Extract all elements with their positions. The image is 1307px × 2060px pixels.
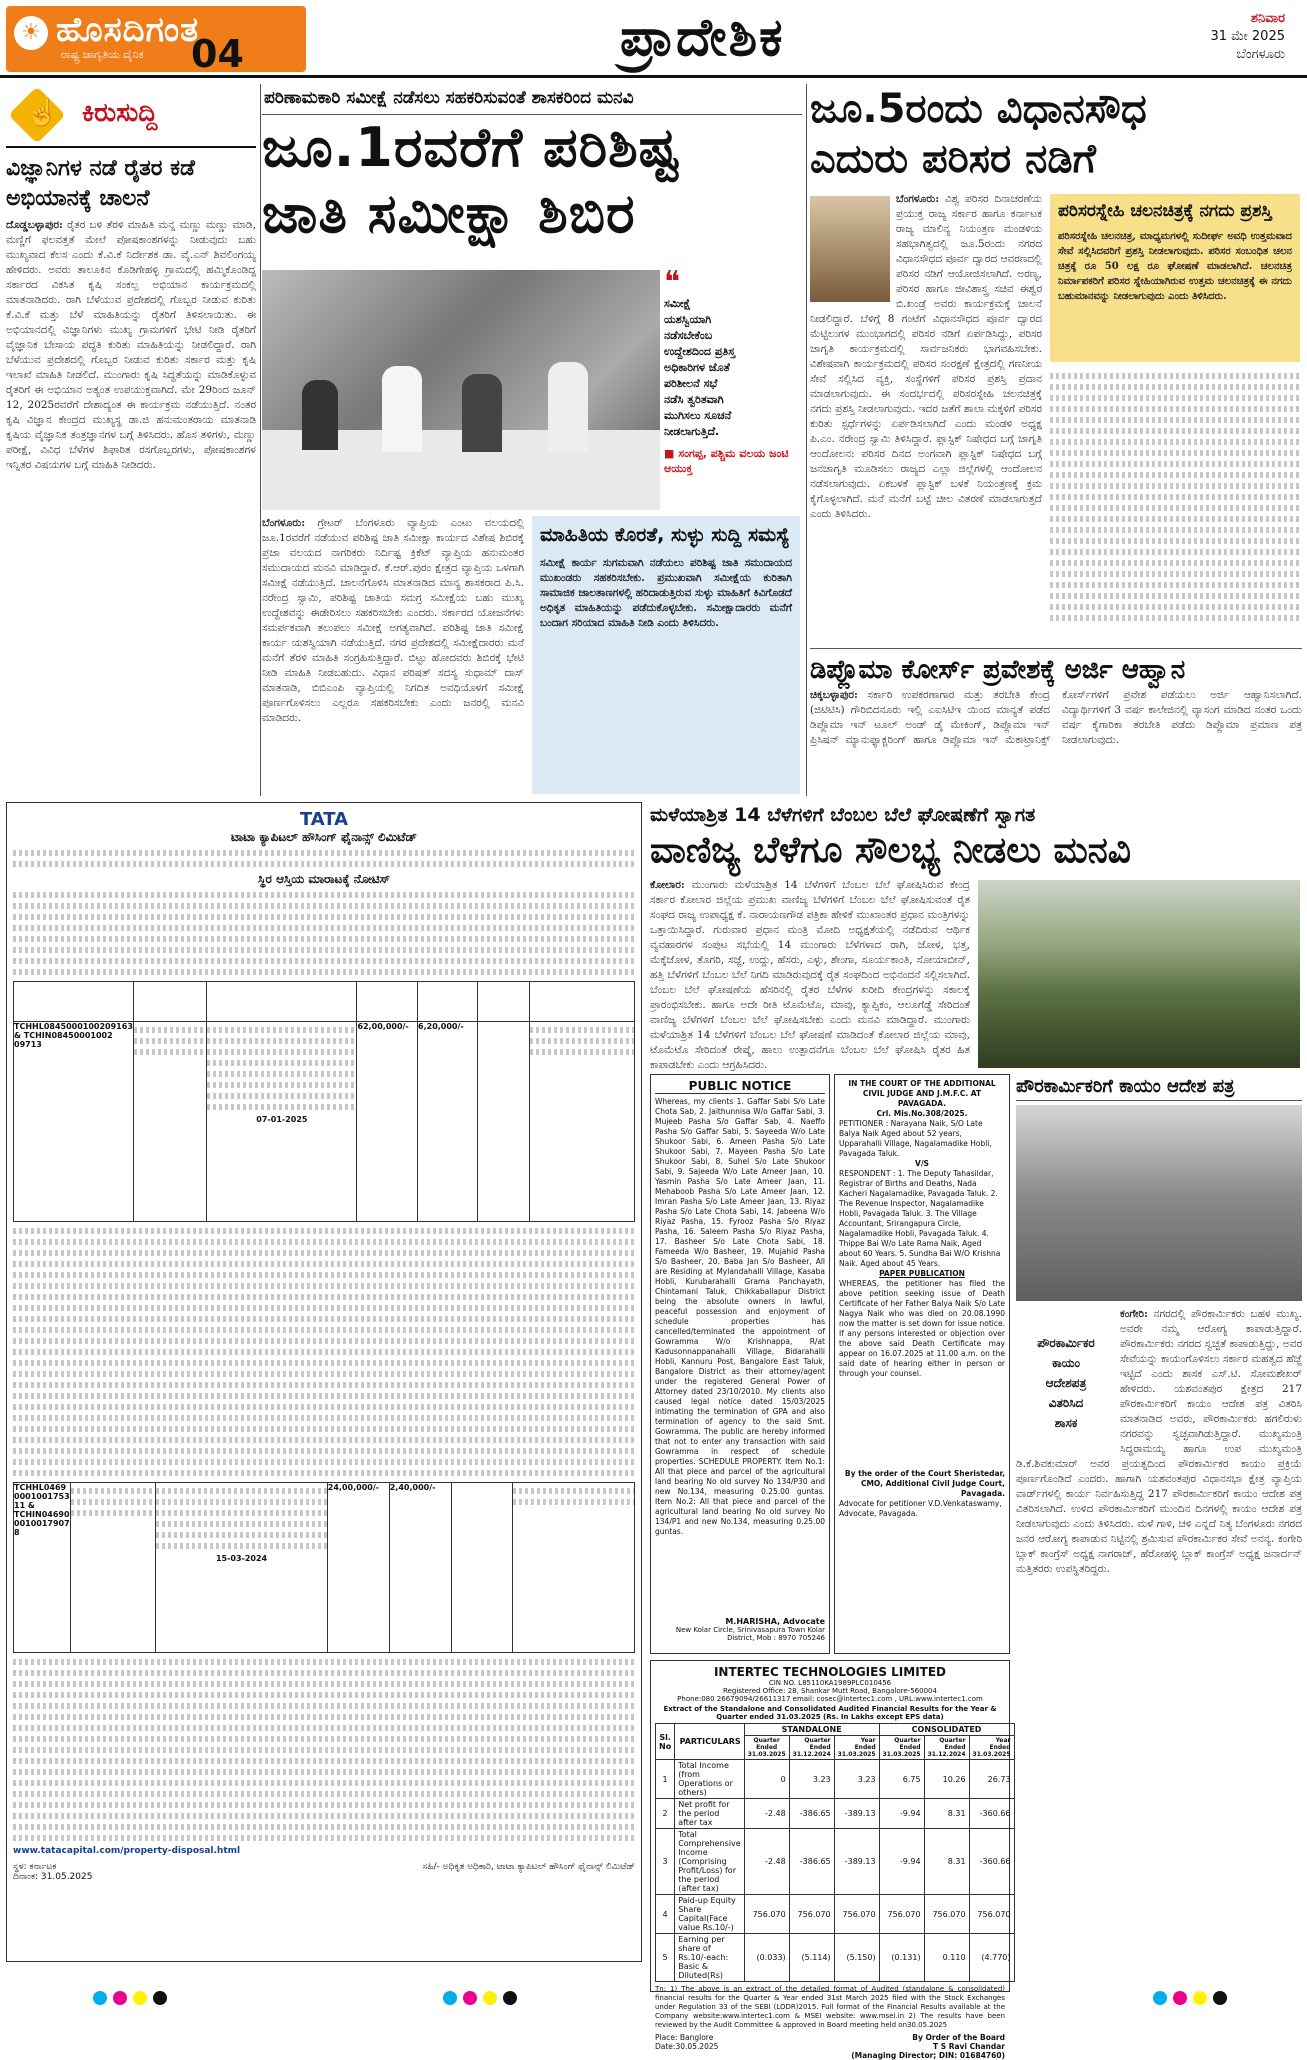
info-box-title: ಮಾಹಿತಿಯ ಕೊರತೆ, ಸುಳ್ಳು ಸುದ್ದಿ ಸಮಸ್ಯೆ — [540, 524, 790, 546]
quote-attribution: ■ ಸಂಗಪ್ಪ, ಪಶ್ಚಿಮ ವಲಯ ಜಂಟಿ ಆಯುಕ್ತ — [664, 447, 789, 475]
intertec-results-ad — [650, 1660, 1011, 2060]
tata-date: ದಿನಾಂಕ: 31.05.2025 — [13, 1872, 93, 1882]
row-value: -2.48 — [744, 1799, 789, 1829]
tata-property-table-2 — [13, 1482, 635, 1653]
sub-col: Quarter Ended 31.12.2024 — [789, 1736, 834, 1760]
pourakarmika-dateline: ಕಂಗೇರಿ: — [1120, 1308, 1148, 1320]
sub-col: Year Ended 31.03.2025 — [969, 1736, 1014, 1760]
newspaper-logo — [6, 6, 306, 76]
pourakarmika-body: ನಗರದಲ್ಲಿ ಪೌರಕಾರ್ಮಿಕರು ಬಹಳ ಮುಖ್ಯ. ಅವರೇ ನಮ್ಮ ಆರೋಗ್ಯ ಕಾಪಾಡುತ್ತಿದ್ದಾರೆ. ಪೌರಕಾರ್ಮಿಕರು ನಗರದ ಸ್ವಚ್ಛತೆ ಕಾಪಾಡುತ್ತಿದ್ದು, ಅವರ ಸೇವೆಯನ್ನು ಕಾಯಂಗೊಳಿಸಲು ಸರ್ಕಾರ ಮಹತ್ವದ ಹೆಜ್ಜೆ ಇಟ್ಟಿದೆ ಎಂದು ಶಾಸಕ ಎಸ್.ಟಿ. ಸೋಮಶೇಖರ್ ಹೇಳಿದರು. ಯಶವಂತಪುರ ಕ್ಷೇತ್ರದ 217 ಪೌರಕಾರ್ಮಿಕರಿಗೆ ಕಾಯಂ ಆದೇಶ ಪತ್ರ ವಿತರಿಸಿ ಮಾತನಾಡಿದ ಅವರು, ಪೌರಕಾರ್ಮಿಕರು ಹಗಲಿರುಳು ನಗರವನ್ನು ಸ್ವಚ್ಛವಾಗಿಡುತ್ತಿದ್ದಾರೆ. ಮುಖ್ಯಮಂತ್ರಿ ಸಿದ್ದರಾಮಯ್ಯ ಹಾಗೂ ಉಪ ಮುಖ್ಯಮಂತ್ರಿ ಡಿ.ಕೆ.ಶಿವಕುಮಾರ್ ಅವರ ಪ್ರಯತ್ನದಿಂದ ಪೌರಕಾರ್ಮಿಕರ ಕಾಯಂ ಪ್ರಕ್ರಿಯೆ ಪೂರ್ಣಗೊಂಡಿದೆ ಎಂದರು. ಹಾಗಾಗಿ ಯಶವಂತಪುರ ವಿಧಾನಸಭಾ ಕ್ಷೇತ್ರ ವ್ಯಾಪ್ತಿಯ ವಾರ್ಡ್‌ಗಳಲ್ಲಿ ಕಾರ್ಯ ನಿರ್ವಹಿಸುತ್ತಿದ್ದ 217 ಪೌರಕಾರ್ಮಿಕರಿಗೆ ಕಾಯಂ ಆದೇಶ ಪತ್ರ ವಿತರಿಸಲಾಗಿದೆ. ಉಳಿದ ಪೌರಕಾರ್ಮಿಕರಿಗೆ ಮುಂದಿನ ದಿನಗಳಲ್ಲಿ ಕಾಯಂ ಆದೇಶ ಪತ್ರ ನೀಡಲಾಗುವುದು ಎಂದು ತಿಳಿಸಿದರು. ಮಳೆ ಗಾಳಿ, ಚಳಿ ಎನ್ನದೆ ನಿತ್ಯ ಬೆಂಗಳೂರು ನಗರದ ಜನರ ಆರೋಗ್ಯ ಕಾಪಾಡುವ ನಿಟ್ಟಿನಲ್ಲಿ ಶ್ರಮಿಸುವ ಪೌರಕಾರ್ಮಿಕರ ಸೇವೆ ಅನನ್ಯ. ಕಂಗೇರಿ ಬ್ಲಾಕ್ ಕಾಂಗ್ರೆಸ್ ಅಧ್ಯಕ್ಷ ನಾಗರಾಜ್, ಹೆರೋಹಳ್ಳಿ ಬ್ಲಾಕ್ ಕಾಂಗ್ರೆಸ್ ಅಧ್ಯಕ್ಷ ಜನಾರ್ದನ್ ಮತ್ತಿತರರು ಉಪಸ್ಥಿತರಿದ್ದರು. — [1016, 1308, 1302, 1575]
row-value: 3.23 — [789, 1760, 834, 1799]
env-body-continued — [1050, 368, 1300, 642]
side-caption-line: ಶಾಸಕ — [1054, 1416, 1078, 1430]
pourakarmika-photo — [1016, 1105, 1302, 1301]
quote-line: ಪರಿಶೀಲನೆ ಸಭೆ — [664, 377, 718, 390]
tata-logo: TATA — [299, 809, 349, 830]
row-value: -386.65 — [789, 1829, 834, 1895]
results-row — [656, 1799, 1015, 1829]
public-notice-title: PUBLIC NOTICE — [655, 1079, 825, 1094]
row-value: 0 — [744, 1760, 789, 1799]
results-row — [656, 1829, 1015, 1895]
diploma-body: ಸರ್ಕಾರಿ ಉಪಕರಣಾಗಾರ ಮತ್ತು ತರಬೇತಿ ಕೇಂದ್ರ (ಜಿಟಿಟಿಸಿ) ಗೌರಿಬಿದನೂರು ಇಲ್ಲಿ ಎಐಸಿಟಿಇ ಯಿಂದ ಮಾನ್ಯತೆ ಪಡೆದ ಡಿಪ್ಲೊಮಾ ಇನ್ ಟೂಲ್ ಅಂಡ್ ಡೈ ಮೇಕಿಂಗ್, ಡಿಪ್ಲೊಮಾ ಇನ್ ಪ್ರಿಸಿಷನ್ ಮ್ಯಾನುಫ್ಯಾಕ್ಚರಿಂಗ್ ಹಾಗೂ ಡಿಪ್ಲೊಮಾ ಇನ್ ಮೆಕಾಟ್ರಾನಿಕ್ಸ್ ಕೋರ್ಸ್‌ಗಳಿಗೆ ಪ್ರವೇಶ ಪಡೆಯಲು ಅರ್ಜಿ ಆಹ್ವಾನಿಸಲಾಗಿದೆ. ವಿದ್ಯಾರ್ಥಿಗಳಿಗೆ 3 ವರ್ಷ ಕಾಲೇಜಿನಲ್ಲಿ ವ್ಯಾಸಂಗ ಮಾಡಿದ ನಂತರ ಒಂದು ವರ್ಷ ಕೈಗಾರಿಕಾ ತರಬೇತಿ ಪಡೆದು ಡಿಪ್ಲೊಮಾ ಪ್ರಮಾಣ ಪತ್ರ ನೀಡಲಾಗುವುದು. — [810, 689, 1302, 746]
tata-place: ಸ್ಥಳ: ಕರ್ನಾಟಕ — [13, 1862, 57, 1872]
intertec-address: Registered Office: 28, Shankar Mutt Road, Bangalore-560004 — [723, 1687, 937, 1695]
lead-info-box — [532, 516, 800, 794]
sub-col: Quarter Ended 31.03.2025 — [879, 1736, 924, 1760]
row-number: 4 — [656, 1895, 675, 1934]
intertec-contact: Phone:080 26679094/26611317 email: cosec@intertec1.com , URL:www.intertec1.com — [677, 1695, 983, 1703]
public-notice-signature: M.HARISHA, Advocate — [725, 1617, 825, 1626]
row-value: 756.070 — [789, 1895, 834, 1934]
day-label: ಶನಿವಾರ — [1250, 11, 1285, 26]
row-value: 756.070 — [879, 1895, 924, 1934]
row-value: (5.150) — [834, 1934, 879, 1982]
crop-dateline: ಕೋಲಾರ: — [650, 879, 685, 891]
row-value: 756.070 — [744, 1895, 789, 1934]
quote-mark-icon: ❝ — [664, 265, 681, 300]
side-caption-line: ವಿತರಿಸಿದ — [1048, 1396, 1084, 1410]
quote-line: ಮುಗಿಸಲು ಸೂಚನೆ — [664, 409, 732, 422]
lead-photo — [262, 270, 660, 510]
row-value: 756.070 — [969, 1895, 1014, 1934]
row-number: 3 — [656, 1829, 675, 1895]
env-award-box — [1050, 194, 1300, 362]
sub-col: Year Ended 31.03.2025 — [834, 1736, 879, 1760]
kirusuddi-headline: ವಿಜ್ಞಾನಿಗಳ ನಡೆ ರೈತರ ಕಡೆ ಅಭಿಯಾನಕ್ಕೆ ಚಾಲನೆ — [6, 156, 195, 211]
logo-emblem-icon: ☀ — [14, 16, 48, 50]
public-notice-address: New Kolar Circle, Srinivasapura Town Kolar District, Mob : 8970 705246 — [675, 1626, 825, 1642]
row-value: -9.94 — [879, 1799, 924, 1829]
award-box-body: ಪರಿಸರಸ್ನೇಹಿ ಚಲನಚಿತ್ರ, ಮಾಧ್ಯಮಗಳಲ್ಲಿ ಸುದೀರ್ಘ ಅವಧಿ ಉತ್ತಮವಾದ ಸೇವೆ ಸಲ್ಲಿಸಿದವರಿಗೆ ಪ್ರಶಸ್ತಿ ನೀಡಲಾಗುವುದು. ಪರಿಸರ ಸಂಬಂಧಿತ ಚಲನ ಚಿತ್ರಕ್ಕೆ ರೂ 50 ಲಕ್ಷ ರೂ ಘೋಷಣೆ ಮಾಡಲಾಗಿದೆ. ಚಲನಚಿತ್ರ ನಿರ್ಮಾಪಕರಿಗೆ ಪರಿಸರ ಸ್ನೇಹಿಯಾಗಿರುವ ಉತ್ತಮ ಚಲನಚಿತ್ರಕ್ಕೆ ಈ ನಗದು ಬಹುಮಾನವನ್ನು ನೀಡಲಾಗುವುದು ಎಂದು ತಿಳಿಸಿದರು. — [1058, 231, 1292, 302]
public-notice-body: Whereas, my clients 1. Gaffar Sabi S/o Late Chota Sab, 2. Jaithunnisa W/o Gaffar Sabi, 3. Mujeeb Pasha S/o Gaffar Sab, 4. Naeffo Pasha S/o Gaffar Sabi, 5. Sayeeda W/o Late Shukoor Sabi, 6. Ameen Pasha S/o Late Shukoor Sabi, 7. Mayeen Pasha S/o Late Shukoor Sabi, 8. Suhel S/o Late Shukoor Sabi, 9. Sajeeda W/o Late Ameer Jaan, 10. Yasmin Pasha S/o Late Ameer Jaan, 11. Mehaboob Pasha S/o Late Ameer Jaan, 12. Imran Pasha S/o Late Ameer Jaan, 13. Riyaz Pasha S/o Late Chota Sabi, 14. Jabeena W/o Riyaz Pasha, 15. Fyrooz Pasha S/o Riyaz Pasha, 16. Saleem Pasha S/o Riyaz Pasha, 17. Basheer S/o Late Chota Sabi, 18. Fameeda W/o Basheer, 19. Mujahid Pasha S/o Basheer, 20. Baba Jan S/o Basheer, All are Residing at Mylandahalli Village, Kasaba Hobli, Kurubarahalli Grama Panchayath, Chintamani Taluk, Chikkaballapur District being the absolute owners in lawful, peaceful possession and enjoyment of schedule properties has cancelled/terminated the appointment of Gowramma W/o Krishnappa, R/at Kadusonnappanahalli Village, Bidarahalli Hobli, Kannuru Post, Bangalore East Taluk, Bangalore District as their attorney/agent under the registered General Power of Attorney dated 23/10/2010. My clients also caused legal notice dated 15/03/2025 intimating the termination of GPA and also termination of agency to the said Smt. Gowramma. The public are hereby informed that not to enter any transaction with said Gowramma in respect of schedule properties. SCHEDULE PROPERTY. Item No.1: All that piece and parcel of the agricultural land bearing No old survey No 134/P30 and new No.134, measuring 0.25.00 guntas. Item No.2: All that piece and parcel of the agricultural land bearing No old survey No 134/P1 and new No.134, measuring 0.25.00 guntas. — [655, 1097, 825, 1536]
print-registration-marks — [440, 1990, 520, 2009]
sub-col: Quarter Ended 31.12.2024 — [924, 1736, 969, 1760]
lead-headline-line-1: ಜೂ.1ರವರೆಗೆ ಪರಿಶಿಷ್ಟ — [262, 116, 681, 179]
kirusuddi-column — [6, 84, 256, 796]
print-registration-marks — [1150, 1990, 1230, 2009]
tata-capital-legal-notice — [6, 802, 642, 1962]
row-value: 756.070 — [924, 1895, 969, 1934]
demand-date-1: 07-01-2025 — [256, 1115, 308, 1124]
pourakarmika-side-caption — [1016, 1333, 1116, 1433]
row-value: (4.770) — [969, 1934, 1014, 1982]
intertec-notes: Tn: 1) The above is an extract of the detailed format of Audited (standalone & consolidated) financial results for the Quarter & Year ended 31st March 2025 filed with the Stock Exchanges under Regulation 33 of the SEBI (LODR)2015. Full format of the Financial Results available at the Company website:www.intertec1.com & MSEI website: www.msei.in 2) The results have been reviewed by the Audit Committee & approved in Board meeting held on30.05.2025 — [655, 1985, 1005, 2029]
row-label: Net profit for the period after tax — [675, 1799, 745, 1829]
row-value: 8.31 — [924, 1799, 969, 1829]
date-label: 31 ಮೇ 2025 — [1210, 29, 1285, 44]
demand-date-2: 15-03-2024 — [215, 1554, 268, 1563]
row-label: Total Comprehensive Income (Comprising Profit/Loss) for the period (after tax) — [675, 1829, 745, 1895]
results-row — [656, 1895, 1015, 1934]
row-number: 2 — [656, 1799, 675, 1829]
intertec-extract-heading: Extract of the Standalone and Consolidated Audited Financial Results for the Year & Quarter ended 31.03.2025 (Rs. In Lakhs except EPS data) — [663, 1705, 997, 1721]
quote-line: ಅಧಿಕಾರಿಗಳ ಜೊತೆ — [664, 361, 730, 374]
city-label: ಬೆಂಗಳೂರು — [1236, 47, 1285, 62]
row-value: -360.66 — [969, 1799, 1014, 1829]
row-value: 756.070 — [834, 1895, 879, 1934]
row-value: -360.66 — [969, 1829, 1014, 1895]
environment-walk-story — [810, 84, 1302, 644]
quote-line: ನಡೆಸಬೇಕೆಂಬ — [664, 329, 713, 342]
row-number: 1 — [656, 1760, 675, 1799]
results-row — [656, 1760, 1015, 1799]
court-body: WHEREAS, the petitioner has filed the above petition seeking issue of Death Certificate of her Father Balya Naik S/o Late Nagya Naik who was died on 20.08.1990 now the matter is set down for issue notice. If any persons interested or objection over the above said Death Certificate may appear on 16.07.2025 at 11.00 a.m. on the said date of hearing either in person or through your counsel. — [839, 1279, 1005, 1378]
court-signoff: By the order of the Court Sheristedar, CMO, Additional Civil Judge Court, Pavagada. — [844, 1469, 1005, 1498]
intertec-place: Place: Banglore — [655, 2033, 714, 2042]
row-value: 8.31 — [924, 1829, 969, 1895]
quote-line: ಉದ್ದೇಶದಿಂದ ಪ್ರತಿಸ್ತ — [664, 345, 735, 358]
court-publication-label: PAPER PUBLICATION — [879, 1269, 965, 1278]
section-title: ಪ್ರಾದೇಶಿಕ — [620, 8, 785, 68]
row-value: -2.48 — [744, 1829, 789, 1895]
row-value: (0.131) — [879, 1934, 924, 1982]
col-standalone: STANDALONE — [744, 1724, 879, 1736]
diploma-dateline: ಚಿಕ್ಕಬಳ್ಳಾಪುರ: — [810, 689, 858, 701]
court-petitioner: PETITIONER : Narayana Naik, S/O Late Balya Naik Aged about 52 years, Upparahalli Village, Nagalamadike Hobli, Pavagada Taluk. — [839, 1119, 992, 1158]
lead-quote-box — [664, 265, 800, 510]
row-label: Total Income (from Operations or others) — [675, 1760, 745, 1799]
row-label: Paid-up Equity Share Capital(Face value Rs.10/-) — [675, 1895, 745, 1934]
row-value: 10.26 — [924, 1760, 969, 1799]
masthead — [0, 0, 1307, 78]
col-consolidated: CONSOLIDATED — [879, 1724, 1014, 1736]
intertec-title: INTERTEC TECHNOLOGIES LIMITED — [713, 1665, 947, 1679]
row-value: (5.114) — [789, 1934, 834, 1982]
lead-body: ಗ್ರೇಟರ್ ಬೆಂಗಳೂರು ವ್ಯಾಪ್ತಿಯ ಎಂಟು ವಲಯದಲ್ಲಿ ಜೂ.1ರವರೆಗೆ ನಡೆಯುವ ಪರಿಶಿಷ್ಟ ಜಾತಿ ಸಮೀಕ್ಷಾ ಕಾರ್ಯದ ವಿಶೇಷ ಶಿಬಿರಕ್ಕೆ ಪ್ರಜಾ ವಲಯದ ನಾಗರಿಕರು ನಿರ್ದಿಷ್ಟ ಕ್ರಿಕೆಟ್ ವ್ಯಾಪ್ತಿಯ ಹನುಮಂತರ ಸಮುದಾಯದ ಮನವಿ ಮಾಡಿದ್ದಾರೆ. ಕೆ.ಆರ್.ಪುರಂ ಕ್ಷೇತ್ರದ ವ್ಯಾಪ್ತಿಯ ಒಳಗಾಗಿ ಸಮೀಕ್ಷೆ ನಡೆಯುತ್ತಿದೆ. ಚಾಲನೆಗೊಳಿಸಿ ಮಾತನಾಡಿದ ಮಾನ್ಯ ಶಾಸಕರಾದ ಪಿ.ಸಿ. ನರೇಂದ್ರ ಸ್ವಾಮಿ, ಪರಿಶಿಷ್ಟ ಜಾತಿಯ ಸಮಗ್ರ ಸಮೀಕ್ಷೆಯ ಬಹು ಮುಖ್ಯ ಉದ್ದೇಶವನ್ನು ಈಡೇರಿಸಲು ಸಹಕರಿಸಬೇಕು ಎಂದರು. ಸರ್ಕಾರದ ಯೋಜನೆಗಳು ಸಮರ್ಪಕವಾಗಿ ತಲುಪಲು ಸಮೀಕ್ಷೆ ಅಗತ್ಯವಾಗಿದೆ. ಪರಿಶಿಷ್ಟ ಜಾತಿ ಸಮೀಕ್ಷೆ ಕಾರ್ಯ ಯಶಸ್ವಿಯಾಗಿ ನಡೆಯುತ್ತಿದೆ. ನಗರ ಪ್ರದೇಶದಲ್ಲಿ ಸಮೀಕ್ಷೆದಾರರು ಮನೆ ಮನೆಗೆ ತೆರಳಿ ಮಾಹಿತಿ ಸಂಗ್ರಹಿಸುತ್ತಿದ್ದಾರೆ. ಬಿಟ್ಟು ಹೋದವರು ಶಿಬಿರಕ್ಕೆ ಭೇಟಿ ನೀಡಿ ಮಾಹಿತಿ ನೀಡಬಹುದು. ವಿಧಾನ ಪರಿಷತ್ ಸದಸ್ಯ ಸುಧಾಮ್ ದಾಸ್ ಮಾತನಾಡಿ, ಬಿಬಿಎಂಪಿ ವ್ಯಾಪ್ತಿಯಲ್ಲಿ ನಿಗದಿತ ಅವಧಿಯೊಳಗೆ ಸಮೀಕ್ಷೆ ಪೂರ್ಣಗೊಳಿಸಲು ಎಲ್ಲರೂ ಸಹಕರಿಸಬೇಕು ಎಂದು ಜನರಲ್ಲಿ ಮನವಿ ಮಾಡಿದರು. — [262, 517, 525, 724]
pourakarmika-story — [1016, 1074, 1302, 2004]
row-value: -9.94 — [879, 1829, 924, 1895]
env-headline-line-2: ಎದುರು ಪರಿಸರ ನಡಿಗೆ — [810, 136, 1096, 182]
emd-2: 2,40,000/- — [389, 1483, 451, 1653]
print-registration-marks — [90, 1990, 170, 2009]
court-case-number: Crl. Mis.No.308/2025. — [876, 1109, 968, 1118]
intertec-signoff-2: T S Ravi Chandar — [932, 2042, 1005, 2051]
row-value: 6.75 — [879, 1760, 924, 1799]
quote-line: ನಡೆಸಿ ತ್ವರಿತವಾಗಿ — [664, 393, 724, 406]
diploma-headline: ಡಿಪ್ಲೊಮಾ ಕೋರ್ಸ್ ಪ್ರವೇಶಕ್ಕೆ ಅರ್ಜಿ ಆಹ್ವಾನ — [810, 655, 1186, 685]
crop-kicker: ಮಳೆಯಾಶ್ರಿತ 14 ಬೆಳೆಗಳಿಗೆ ಬೆಂಬಲ ಬೆಲೆ ಘೋಷಣೆಗೆ ಸ್ವಾಗತ — [650, 804, 1036, 826]
tata-website-link[interactable]: www.tatacapital.com/property-disposal.html — [13, 1846, 241, 1856]
kirusuddi-label: ಕಿರುಸುದ್ದಿ — [82, 98, 158, 128]
kirusuddi-banner — [6, 84, 256, 148]
side-caption-line: ಕಾಯಂ — [1052, 1356, 1080, 1370]
lead-kicker: ಪರಿಣಾಮಕಾರಿ ಸಮೀಕ್ಷೆ ನಡೆಸಲು ಸಹಕರಿಸುವಂತೆ ಶಾಸಕರಿಂದ ಮನವಿ — [262, 84, 802, 115]
tata-company-name: ಟಾಟಾ ಕ್ಯಾಪಿಟಲ್ ಹೌಸಿಂಗ್ ಫೈನಾನ್ಸ್ ಲಿಮಿಟೆಡ್ — [230, 830, 418, 844]
intertec-date: Date:30.05.2025 — [655, 2042, 719, 2051]
col-particulars: PARTICULARS — [675, 1724, 745, 1760]
env-dateline: ಬೆಂಗಳೂರು: — [896, 193, 940, 205]
row-value: (0.033) — [744, 1934, 789, 1982]
kirusuddi-body: ರೈತರ ಬಳಿ ತೆರಳಿ ಮಾಹಿತಿ ಮನ್ನ ಮಣ್ಣು ಮಣ್ಣು ಮಾಡಿ, ಮಣ್ಣಿಗೆ ಫಲವತ್ತತೆ ಮೇಲೆ ಪೋಷಕಾಂಶಗಳನ್ನು ನೀಡುವುದು ಬಹು ಮುಖ್ಯವಾದ ಕೆಲಸ ಎಂದು ಕೆ.ವಿ.ಕೆ ನಿರ್ದೇಶಕ ಡಾ. ವೈ.ಎನ್ ಶಿವಲಿಂಗಯ್ಯ ಹೇಳಿದರು. ಅವರು ತಾಲೂಕಿನ ಕೊಡಿಗೇಹಳ್ಳಿ ಗ್ರಾಮದಲ್ಲಿ ಹಮ್ಮಿಕೊಂಡಿದ್ದ ಸರ್ಕಾರದ ವಿಕಸಿತ ಕೃಷಿ ಸಂಕಲ್ಪ ಅಭಿಯಾನ ಕಾರ್ಯಕ್ರಮದಲ್ಲಿ ಮಾತನಾಡಿದರು. ರಾಗಿ ಬೆಳೆಯುವ ಪ್ರದೇಶದಲ್ಲಿ ಗೊಬ್ಬರ ನೀಡುವ ಕುರಿತು ಕೆ.ವಿ.ಕೆ ಮತ್ತು ಬೆಳೆ ಮಾಹಿತಿಯನ್ನು ರೈತರಿಗೆ ತಿಳಿಸಲಾಯಿತು. ಈ ಅಭಿಯಾನದಲ್ಲಿ ವಿಜ್ಞಾನಿಗಳು ಮುಖ್ಯ ಗ್ರಾಮಗಳಿಗೆ ಭೇಟಿ ನೀಡಿ ರೈತರಿಗೆ ವೈಜ್ಞಾನಿಕ ಬೇಸಾಯ ಪದ್ಧತಿ ಕುರಿತು ಮಾಹಿತಿಯನ್ನು ನೀಡಲಿದ್ದಾರೆ. ರಾಗಿ ಬೆಳೆಯುವ ಪ್ರದೇಶದಲ್ಲಿ ಗೊಬ್ಬರ ನೀಡುವ ಕುರಿತು ಸರ್ಕಾರ ಮತ್ತು ಕೃಷಿ ಇಲಾಖೆ ಮಾಹಿತಿ ನೀಡಲಿದೆ. ಮುಂಗಾರು ಕೃಷಿ ಸಿದ್ಧತೆಯನ್ನು ಮಾಡಿಕೊಳ್ಳುವ ರೈತರಿಗೆ ಈ ಅಭಿಯಾನ ಅತ್ಯಂತ ಉಪಯುಕ್ತವಾಗಿದೆ. ಮೇ 29ರಿಂದ ಜೂನ್ 12, 2025ರವರೆಗೆ ದೇಶಾದ್ಯಂತ ಈ ಕಾರ್ಯಕ್ರಮ ನಡೆಯುತ್ತಿದೆ. ನಂತರ ಕೃಷಿ ವಿಜ್ಞಾನ ಕೇಂದ್ರದ ಮುಖ್ಯಸ್ಥ ಡಾ.ಜಿ ಹನುಮಂತರಾಯ ಮಾತನಾಡಿ ಕೃಷಿಯ ವೈಜ್ಞಾನಿಕ ತಂತ್ರಜ್ಞಾನಗಳ ಬಗ್ಗೆ ತಿಳಿಸಿದರು. ಹೊಸ ತಳಿಗಳು, ಮಣ್ಣು ಪರೀಕ್ಷೆ, ವಿವಿಧ ಬೆಳೆಗಳ ಶಿಫಾರಿತ ರಸಗೊಬ್ಬರಗಳು, ಪೋಷಕಾಂಶಗಳ ಇನ್ನಿತರ ವಿಷಯಗಳ ಬಗ್ಗೆ ಮಾಹಿತಿ ನೀಡಿದರು. — [6, 219, 257, 471]
row-value: 0.110 — [924, 1934, 969, 1982]
paper-name: ಹೊಸದಿಗಂತ — [56, 10, 200, 50]
crop-headline: ವಾಣಿಜ್ಯ ಬೆಳೆಗೂ ಸೌಲಭ್ಯ ನೀಡಲು ಮನವಿ — [650, 830, 1132, 871]
paper-tagline: ರಾಷ್ಟ್ರ ಜಾಗೃತಿಯ ದೈನಿಕ — [61, 48, 144, 61]
tata-property-table — [13, 981, 635, 1222]
lead-story — [262, 84, 802, 796]
crop-body: ಮುಂಗಾರು ಮಳೆಯಾಶ್ರಿತ 14 ಬೆಳೆಗಳಿಗೆ ಬೆಂಬಲ ಬೆಲೆ ಘೋಷಿಸಿರುವ ಕೇಂದ್ರ ಸರ್ಕಾರ ಕೋಲಾರ ಜಿಲ್ಲೆಯ ಪ್ರಮುಖ ವಾಣಿಜ್ಯ ಬೆಳೆಗಳಿಗೆ ಬೆಂಬಲ ಬೆಲೆ ಘೋಷಿಸುವಂತೆ ರೈತ ಸಂಘದ ರಾಜ್ಯ ಉಪಾಧ್ಯಕ್ಷ ಕೆ. ನಾರಾಯಣಗೌಡ ಪತ್ರಿಕಾ ಹೇಳಿಕೆ ಮುಖಾಂತರ ಪ್ರಧಾನ ಮಂತ್ರಿಗಳನ್ನು ಒತ್ತಾಯಿಸಿದ್ದಾರೆ. ಗುರುವಾರ ಪ್ರಧಾನ ಮಂತ್ರಿ ಮೋದಿ ಅಧ್ಯಕ್ಷತೆಯಲ್ಲಿ ನಡೆದಿರುವ ಆರ್ಥಿಕ ವ್ಯವಹಾರಗಳ ಸಂಪುಟ ಸಭೆಯಲ್ಲಿ 14 ಮುಂಗಾರು ಬೆಳೆಗಳಾದ ರಾಗಿ, ಜೋಳ, ಭತ್ತ, ಮೆಕ್ಕೆಜೋಳ, ತೊಗರಿ, ಸಜ್ಜೆ, ಉದ್ದು, ಹೆಸರು, ಎಳ್ಳು, ಶೇಂಗಾ, ಸೂರ್ಯಕಾಂತಿ, ಸೋಯಾಬೀನ್, ಹತ್ತಿ ಬೆಳೆಗಳಿಗೆ ಬೆಂಬಲ ಬೆಲೆ ನಿಗದಿ ಮಾಡಿರುವುದಕ್ಕೆ ರೈತ ಸಂಘದಿಂದ ಅಭಿನಂದನೆ ಸಲ್ಲಿಸಲಾಗಿದೆ. ಬೆಂಬಲ ಬೆಲೆ ಘೋಷಣೆಯ ಹೆಸರಿನಲ್ಲಿ ರೈತರ ಬೆಳೆಗಳ ಖರೀದಿ ಕೇಂದ್ರಗಳನ್ನು ಸಕಾಲಕ್ಕೆ ಪ್ರಾರಂಭಿಸಬೇಕು. ಹಾಗೂ ಅದೇ ರೀತಿ ಟೊಮೆಟೊ, ಮಾವು, ಕ್ಯಾಪ್ಸಿಕಂ, ಆಲೂಗೆಡ್ಡೆ ಸೇರಿದಂತೆ ವಾಣಿಜ್ಯ ಬೆಳೆಗಳಿಗೆ ಬೆಂಬಲ ಬೆಲೆ ಘೋಷಿಸಬೇಕು ಎಂದು ಮನವಿ ಮಾಡಿದ್ದಾರೆ. ಮುಂಗಾರು ಮಳೆಯಾಶ್ರಿತ 14 ಬೆಳೆಗಳಿಗೆ ಬೆಂಬಲ ಬೆಲೆ ಘೋಷಣೆ ಮಾಡಿದಂತೆ ಕೋಲಾರ ಜಿಲ್ಲೆಯ ಮಾವು, ಟೊಮೆಟೊ ಸೇರಿದಂತೆ ರೇಷ್ಮೆ, ಹಾಲು ಉತ್ಪಾದನೆಗೂ ಬೆಂಬಲ ಬೆಲೆ ಘೋಷಿಸಿ ರೈತರ ಹಿತ ಕಾಪಾಡಬೇಕು ಎಂದು ಆಗ್ರಹಿಸಿದರು. — [650, 879, 970, 1071]
minister-portrait — [810, 196, 890, 302]
env-headline-line-1: ಜೂ.5ರಂದು ವಿಧಾನಸೌಧ — [810, 86, 1147, 132]
results-row — [656, 1934, 1015, 1982]
quote-line: ಸಮೀಕ್ಷೆ — [664, 297, 691, 310]
env-body: ವಿಶ್ವ ಪರಿಸರ ದಿನಾಚರಣೆಯ ಪ್ರಯುಕ್ತ ರಾಜ್ಯ ಸರ್ಕಾರ ಹಾಗೂ ಕರ್ನಾಟಕ ರಾಜ್ಯ ಮಾಲಿನ್ಯ ನಿಯಂತ್ರಣ ಮಂಡಳಿಯ ಸಹಭಾಗಿತ್ವದಲ್ಲಿ ಜೂ.5ರಂದು ನಗರದ ವಿಧಾನಸೌಧದ ಪೂರ್ವ ದ್ವಾರದ ಆವರಣದಲ್ಲಿ ಪರಿಸರ ನಡಿಗೆ ಆಯೋಜಿಸಲಾಗಿದೆ. ಅರಣ್ಯ, ಪರಿಸರ ಹಾಗೂ ಜೀವಿಶಾಸ್ತ್ರ ಸಚಿವ ಈಶ್ವರ ಬಿ.ಖಂಡ್ರೆ ಅವರು ಕಾರ್ಯಕ್ರಮಕ್ಕೆ ಚಾಲನೆ ನೀಡಲಿದ್ದಾರೆ. ಬೆಳಿಗ್ಗೆ 8 ಗಂಟೆಗೆ ವಿಧಾನಸೌಧದ ಪೂರ್ವ ದ್ವಾರದ ಮೆಟ್ಟಿಲುಗಳ ಮುಂಭಾಗದಲ್ಲಿ ಪರಿಸರ ನಡಿಗೆ ಏರ್ಪಡಿಸಿದ್ದು, ಪರಿಸರ ಜಾಗೃತಿ ಕಾರ್ಯಕ್ರಮದಲ್ಲಿ ಸಾರ್ವಜನಿಕರು ಭಾಗವಹಿಸಬೇಕು. ವಿಶೇಷವಾಗಿ ಕಾರ್ಯಕ್ರಮದಲ್ಲಿ ಪರಿಸರ ಸಂರಕ್ಷಣೆ ಕ್ಷೇತ್ರದಲ್ಲಿ ಗಣನೀಯ ಸೇವೆ ಸಲ್ಲಿಸಿದ ವ್ಯಕ್ತಿ, ಸಂಸ್ಥೆಗಳಿಗೆ ಪರಿಸರ ಪ್ರಶಸ್ತಿ ಪ್ರದಾನ ಮಾಡಲಾಗುವುದು. ಈ ಸಂದರ್ಭದಲ್ಲಿ ಪರಿಸರಸ್ನೇಹಿ ಚಲನಚಿತ್ರಕ್ಕೆ ನಗದು ಪ್ರಶಸ್ತಿ ನೀಡಲಾಗುವುದು. ಇದರ ಜತೆಗೆ ಶಾಲಾ ಮಕ್ಕಳಿಗೆ ಪರಿಸರ ಕುರಿತು ಸ್ಪರ್ಧೆಗಳನ್ನು ಏರ್ಪಡಿಸಲಾಗಿದೆ ಎಂದು ಮಂಡಳಿ ಅಧ್ಯಕ್ಷ ಪಿ.ಎಂ. ನರೇಂದ್ರ ಸ್ವಾಮಿ ತಿಳಿಸಿದ್ದಾರೆ. ಪ್ಲಾಸ್ಟಿಕ್ ನಿಷೇಧದ ಬಗ್ಗೆ ಜಾಗೃತಿ ಆಂದೋಲನ: ಪರಿಸರ ದಿನದ ಅಂಗವಾಗಿ ಪ್ಲಾಸ್ಟಿಕ್ ನಿಷೇಧದ ಬಗ್ಗೆ ಜನಜಾಗೃತಿ ಮೂಡಿಸಲು ರಾಜ್ಯದ ಎಲ್ಲಾ ಜಿಲ್ಲೆಗಳಲ್ಲಿ ಆಂದೋಲನ ನಡೆಸಲಾಗುವುದು. ಏಕಬಳಕೆ ಪ್ಲಾಸ್ಟಿಕ್ ಬಳಕೆ ನಿಯಂತ್ರಣಕ್ಕೆ ಕ್ರಮ ಕೈಗೊಳ್ಳಲಾಗಿದೆ. ಮನೆ ಮನೆಗೆ ಬಟ್ಟೆ ಚೀಲ ವಿತರಣೆ ಮಾಡಲಾಗುತ್ತದೆ ಎಂದು ತಿಳಿಸಿದರು. — [810, 193, 1042, 520]
row-value: 26.73 — [969, 1760, 1014, 1799]
info-box-body: ಸಮೀಕ್ಷೆ ಕಾರ್ಯ ಸುಗಮವಾಗಿ ನಡೆಯಲು ಪರಿಶಿಷ್ಟ ಜಾತಿ ಸಮುದಾಯದ ಮುಖಂಡರು ಸಹಕರಿಸಬೇಕು. ಪ್ರಮುಖವಾಗಿ ಸಮೀಕ್ಷೆಯ ಕುರಿತಾಗಿ ಸಾಮಾಜಿಕ ಜಾಲತಾಣಗಳಲ್ಲಿ ಹರಿದಾಡುತ್ತಿರುವ ಸುಳ್ಳು ಮಾಹಿತಿಗೆ ಕಿವಿಗೊಡದೆ ಅಧಿಕೃತ ಮಾಹಿತಿಯನ್ನು ಪಡೆದುಕೊಳ್ಳಬೇಕು. ಸಮೀಕ್ಷಾದಾರರು ಮನೆಗೆ ಬಂದಾಗ ಸರಿಯಾದ ಮಾಹಿತಿ ನೀಡಿ ಎಂದು ತಿಳಿಸಿದರು. — [540, 557, 792, 629]
loan-account-2: TCHHL0469 0001001753 11 & TCHIN04690 0010017907 8 — [14, 1483, 71, 1653]
award-box-title: ಪರಿಸರಸ್ನೇಹಿ ಚಲನಚಿತ್ರಕ್ಕೆ ನಗದು ಪ್ರಶಸ್ತಿ — [1058, 201, 1272, 221]
page-number: 04 — [191, 32, 244, 76]
intertec-signoff-1: By Order of the Board — [912, 2033, 1005, 2042]
sub-col: Quarter Ended 31.03.2025 — [744, 1736, 789, 1760]
public-notice — [650, 1074, 830, 1654]
court-name: IN THE COURT OF THE ADDITIONAL CIVIL JUDGE AND J.M.F.C. AT PAVAGADA. — [848, 1079, 996, 1108]
reserve-price-2: 24,00,000/- — [327, 1483, 389, 1653]
row-value: -389.13 — [834, 1829, 879, 1895]
tata-notice-title: ಸ್ಥಿರ ಆಸ್ತಿಯ ಮಾರಾಟಕ್ಕೆ ನೋಟಿಸ್ — [257, 872, 391, 886]
row-value: -389.13 — [834, 1799, 879, 1829]
court-respondent: RESPONDENT : 1. The Deputy Tahasildar, Registrar of Births and Deaths, Nada Kacheri Nagalamadike, Pavagada Taluk. 2. The Revenue Inspector, Nagalamadike Hobli, Pavagada Taluk. 3. The Village Accountant, Srirangapura Circle, Nagalamadike Hobli, Pavagada Taluk. 4. Thippe Bai W/o Late Rama Naik, Aged about 60 Years. 5. Sundha Bai W/O Krishna Naik. Aged about 45 Years. — [839, 1169, 1001, 1268]
side-caption-line: ಆದೇಶಪತ್ರ — [1045, 1376, 1087, 1390]
court-notice — [834, 1074, 1010, 1654]
quote-line: ನೀಡಲಾಗುತ್ತಿದೆ. — [664, 425, 720, 438]
row-value: -386.65 — [789, 1799, 834, 1829]
emd-1: 6,20,000/- — [418, 1022, 478, 1222]
date-block — [1145, 10, 1285, 64]
pourakarmika-headline: ಪೌರಕಾರ್ಮಿಕರಿಗೆ ಕಾಯಂ ಆದೇಶ ಪತ್ರ — [1016, 1074, 1302, 1101]
crop-field-photo — [978, 880, 1300, 1068]
court-vs: V/S — [915, 1159, 929, 1168]
commercial-crop-story — [650, 802, 1302, 1070]
court-advocate: Advocate for petitioner V.D.Venkataswamy, Advocate, Pavagada. — [839, 1499, 1002, 1518]
row-number: 5 — [656, 1934, 675, 1982]
intertec-signoff-3: (Managing Director; DIN: 01684760) — [851, 2051, 1005, 2060]
row-value: 3.23 — [834, 1760, 879, 1799]
row-label: Earning per share of Rs.10/-each: Basic & Diluted(Rs) — [675, 1934, 745, 1982]
tata-signatory: ಸಹಿ/- ಅಧಿಕೃತ ಅಧಿಕಾರಿ, ಟಾಟಾ ಕ್ಯಾಪಿಟಲ್ ಹೌಸಿಂಗ್ ಫೈನಾನ್ಸ್ ಲಿಮಿಟೆಡ್ — [422, 1862, 635, 1872]
intertec-cin: CIN NO. L85110KA1989PLC010456 — [768, 1679, 892, 1687]
side-caption-line: ಪೌರಕಾರ್ಮಿಕರ — [1037, 1336, 1095, 1350]
quote-line: ಯಶಸ್ವಿಯಾಗಿ — [664, 313, 712, 326]
reserve-price-1: 62,00,000/- — [357, 1022, 418, 1222]
column-divider — [806, 84, 807, 796]
intertec-results-table — [655, 1723, 1015, 1982]
story-divider — [810, 648, 1302, 649]
col-sl-no: Sl. No — [656, 1724, 675, 1760]
diploma-story — [810, 652, 1302, 796]
loan-account-1: TCHHL0845000100209163 & TCHIN08450001002 09713 — [14, 1022, 134, 1222]
lead-dateline: ಬೆಂಗಳೂರು: — [262, 517, 306, 529]
lead-headline-line-2: ಜಾತಿ ಸಮೀಕ್ಷಾ ಶಿಬಿರ — [262, 182, 636, 245]
column-divider — [260, 84, 261, 796]
pointing-hand-glyph: ☝ — [26, 98, 59, 128]
kirusuddi-dateline: ದೊಡ್ಡಬಳ್ಳಾಪುರ: — [6, 219, 63, 231]
